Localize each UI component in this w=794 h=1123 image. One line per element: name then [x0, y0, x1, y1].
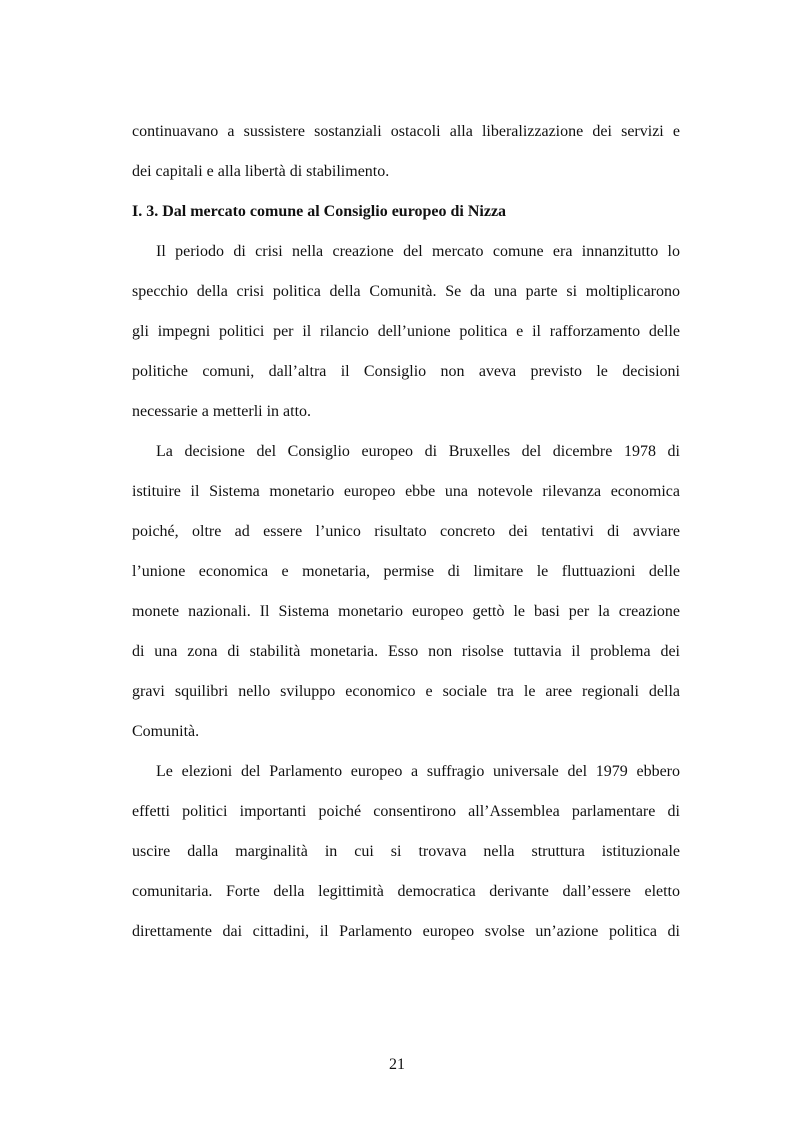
text-line: Comunità.: [132, 723, 200, 740]
text-line: uscire dalla marginalità in cui si trovava nella struttura istituzionale: [132, 843, 680, 860]
text-line: Il periodo di crisi nella creazione del mercato comune era innanzitutto lo: [156, 243, 680, 260]
section-heading: I. 3. Dal mercato comune al Consiglio europeo di Nizza: [132, 203, 507, 220]
text-line: monete nazionali. Il Sistema monetario europeo gettò le basi per la creazione: [132, 603, 680, 620]
continuation-paragraph: [132, 112, 680, 192]
text-line: politiche comuni, dall’altra il Consiglio non aveva previsto le decisioni: [132, 363, 680, 380]
text-line: La decisione del Consiglio europeo di Bruxelles del dicembre 1978 di: [156, 443, 680, 460]
paragraph-monetary-system: [132, 432, 680, 752]
page-body: [132, 112, 680, 952]
text-line: istituire il Sistema monetario europeo ebbe una notevole rilevanza economica: [132, 483, 680, 500]
text-line: continuavano a sussistere sostanziali ostacoli alla liberalizzazione dei servizi e: [132, 123, 680, 140]
paragraph-crisis: [132, 232, 680, 432]
text-line: gli impegni politici per il rilancio dell’unione politica e il rafforzamento delle: [132, 323, 680, 340]
text-line: dei capitali e alla libertà di stabilimento.: [132, 163, 390, 180]
text-line: di una zona di stabilità monetaria. Esso non risolse tuttavia il problema dei: [132, 643, 680, 660]
text-line: gravi squilibri nello sviluppo economico e sociale tra le aree regionali della: [132, 683, 680, 700]
text-line: poiché, oltre ad essere l’unico risultato concreto dei tentativi di avviare: [132, 523, 680, 540]
paragraph-parliament-elections: [132, 752, 680, 952]
text-line: l’unione economica e monetaria, permise di limitare le fluttuazioni delle: [132, 563, 680, 580]
text-line: comunitaria. Forte della legittimità democratica derivante dall’essere eletto: [132, 883, 680, 900]
text-line: specchio della crisi politica della Comunità. Se da una parte si moltiplicarono: [132, 283, 680, 300]
text-line: necessarie a metterli in atto.: [132, 403, 312, 420]
text-line: direttamente dai cittadini, il Parlamento europeo svolse un’azione politica di: [132, 923, 680, 940]
text-line: Le elezioni del Parlamento europeo a suffragio universale del 1979 ebbero: [156, 763, 680, 780]
text-line: effetti politici importanti poiché consentirono all’Assemblea parlamentare di: [132, 803, 680, 820]
page-number: 21: [389, 1056, 405, 1073]
